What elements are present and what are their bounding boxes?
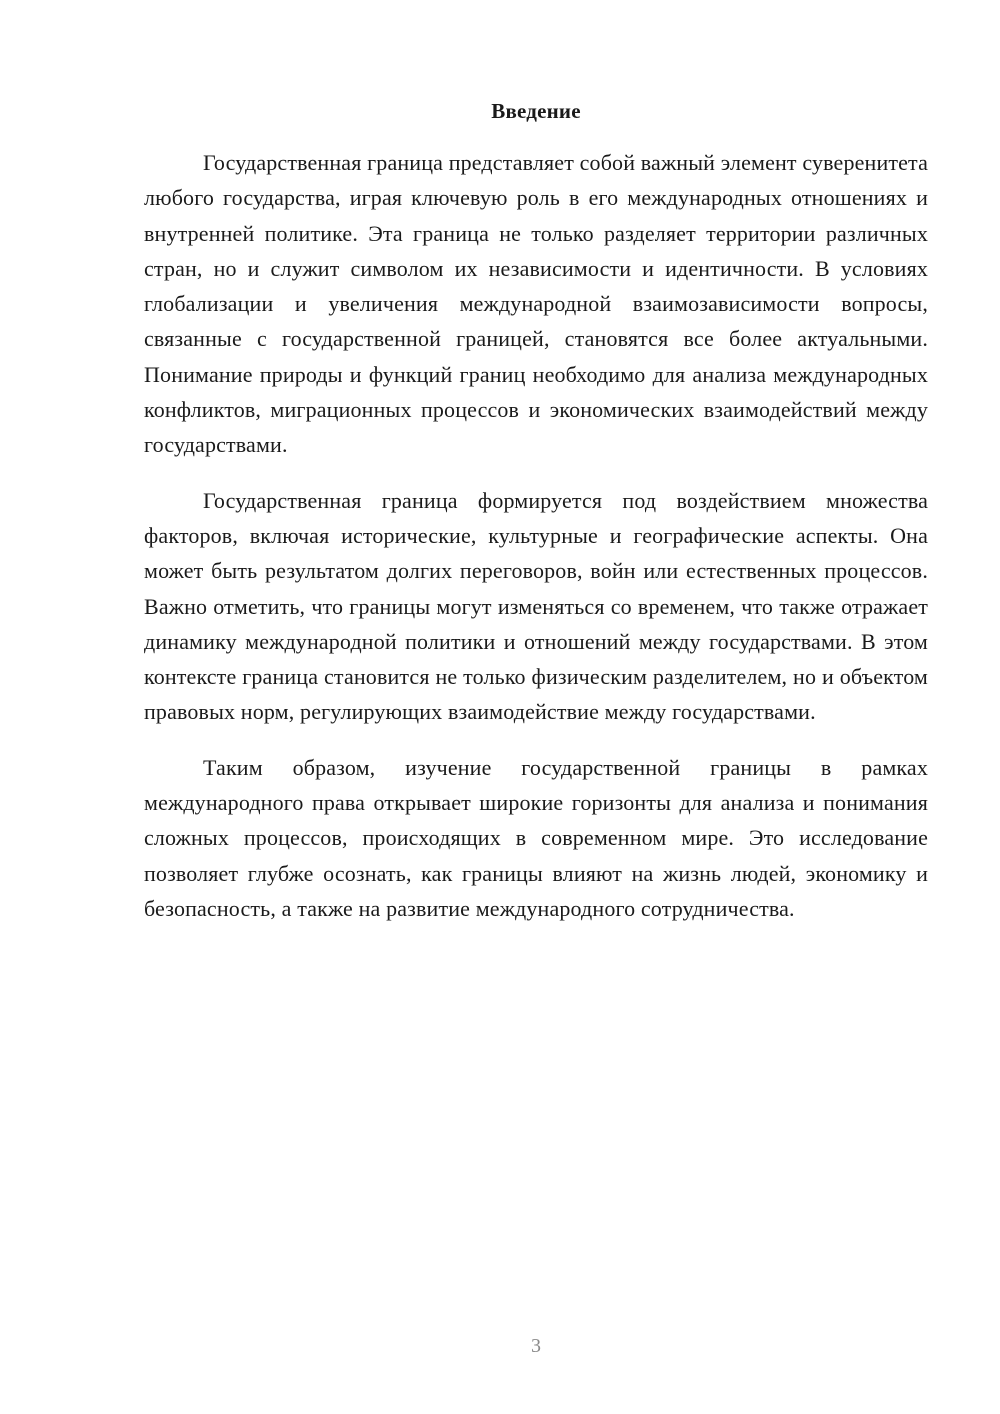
paragraph-2: Государственная граница формируется под воздействием множества факторов, включая исторические, культурные и географические аспекты. Она может быть результатом долгих переговоров, войн или естественных процессов. Важно отметить, что границы могут изменяться со временем, что также отражает динамику международной политики и отношений между государствами. В этом контексте граница становится не только физическим разделителем, но и объектом правовых норм, регулирующих взаимодействие между государствами. [144,487,928,725]
page-content [144,96,928,946]
paragraph-1: Государственная граница представляет собой важный элемент суверенитета любого государства, играя ключевую роль в его международных отношениях и внутренней политике. Эта граница не только разделяет территории различных стран, но и служит символом их независимости и идентичности. В условиях глобализации и увеличения международной взаимозависимости вопросы, связанные с государственной границей, становятся все более актуальными. Понимание природы и функций границ необходимо для анализа международных конфликтов, миграционных процессов и экономических взаимодействий между государствами. [144,150,928,458]
paragraph-3: Таким образом, изучение государственной границы в рамках международного права открывает широкие горизонты для анализа и понимания сложных процессов, происходящих в современном мире. Это исследование позволяет глубже осознать, как границы влияют на жизнь людей, экономику и безопасность, а также на развитие международного сотрудничества. [144,754,928,921]
page-number: 3 [531,1335,541,1357]
section-title: Введение [491,99,581,123]
